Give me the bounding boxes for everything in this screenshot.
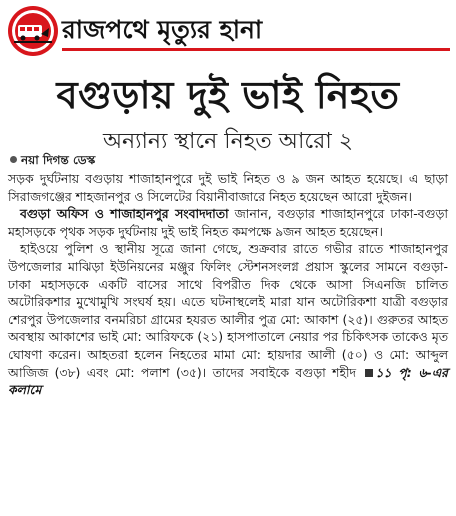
jump-text: ১১ পৃ: ৬-এর কলামে: [8, 364, 448, 398]
subheadline: অন্যান্য স্থানে নিহত আরো ২: [102, 129, 354, 154]
masthead: [0, 0, 456, 64]
dateline: বগুড়া অফিস ও শাজাহানপুর সংবাদদাতা: [20, 206, 229, 222]
article-body: [8, 170, 448, 399]
paragraph-2-text: জানান, বগুড়ার শাজাহানপুরে ঢাকা-বগুড়া মহাসড়কে পৃথক সড়ক দুর্ঘটনায় দুই ভাই নিহত কমপক্ষে ৯জন আহত হয়েছেন।: [8, 206, 448, 239]
bus-accident-logo-icon: [8, 6, 58, 56]
section-kicker: রাজপথে মৃত্যুর হানা: [62, 15, 263, 44]
kicker-underline: [62, 48, 450, 51]
paragraph-1: সড়ক দুর্ঘটনায় বগুড়ায় শাজাহানপুরে দুই ভাই নিহত ও ৯ জন আহত হয়েছে। এ ছাড়া সিরাজগঞ্জের শাহজানপুর ও সিলেটের বিয়ানীবাজারে নিহত হয়েছেন আরো দুইজন।: [8, 171, 448, 204]
byline-text: নয়া দিগন্ত ডেস্ক: [21, 153, 96, 167]
paragraph-3: [8, 240, 448, 398]
bullet-icon: [10, 156, 17, 163]
byline: [10, 152, 95, 172]
paragraph-3-text: হাইওয়ে পুলিশ ও স্থানীয় সূত্রে জানা গেছে, শুক্রবার রাতে গভীর রাতে শাজাহানপুর উপজেলার মাঝিড়া ইউনিয়নের মঞ্জুর ফিলিং স্টেশনসংলগ্ন প্রয়াস স্কুলের সামনে বগুড়া-ঢাকা মহাসড়কে একটি বাসের সাথে বিপরীত দিক থেকে আসা সিএনজি চালিত অটোরিকশার মুখোমুখি সংঘর্ষ হয়। এতে ঘটনাস্থলেই মারা যান অটোরিকশা যাত্রী বগুড়ার শেরপুর উপজেলার বনমরিচা গ্রামের হযরত আলীর পুত্র মো: আকাশ (২৫)। গুরুতর আহত অবস্থায় আকাশের ভাই মো: আরিফকে (২১) হাসপাতালে নেয়ার পর চিকিৎসক তাকেও মৃত ঘোষণা করেন। আহতরা হলেন নিহতের মামা মো: হায়দার আলী (৫০) ও মো: আব্দুল আজিজ (৩৮) এবং মো: পলাশ (৩৫)। তাদের সবাইকে বগুড়া শহীদ: [8, 241, 448, 380]
jump-square-icon: [365, 369, 373, 377]
paragraph-2: [8, 205, 448, 240]
headline: বগুড়ায় দুই ভাই নিহত: [56, 73, 400, 117]
